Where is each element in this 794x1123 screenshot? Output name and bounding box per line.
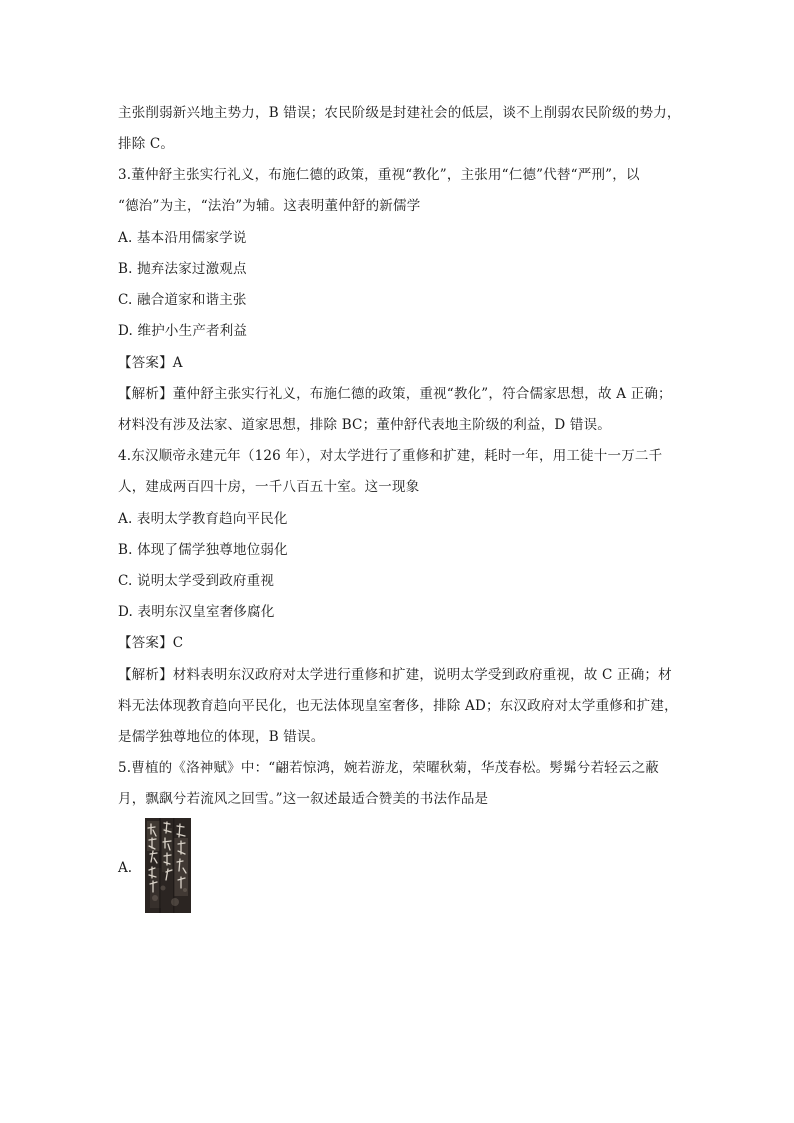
question-5-stem: 5.曹植的《洛神赋》中：“翩若惊鸿，婉若游龙，荣曜秋菊，华茂春松。髣髴兮若轻云之蔽 xyxy=(118,760,659,776)
question-3-option-c: C. 融合道家和谐主张 xyxy=(118,292,247,308)
question-4-analysis: 料无法体现教育趋向平民化，也无法体现皇室奢侈，排除 AD；东汉政府对太学重修和扩建， xyxy=(118,698,678,714)
question-5-stem: 月，飘飖兮若流风之回雪。”这一叙述最适合赞美的书法作品是 xyxy=(118,791,489,807)
question-3-analysis: 材料没有涉及法家、道家思想，排除 BC；董仲舒代表地主阶级的利益，D 错误。 xyxy=(118,417,612,433)
question-4-option-c: C. 说明太学受到政府重视 xyxy=(118,573,275,589)
question-3-option-a: A. 基本沿用儒家学说 xyxy=(118,230,247,246)
question-3-stem: “德治”为主，“法治”为辅。这表明董仲舒的新儒学 xyxy=(118,198,421,214)
question-4-stem: 人，建成两百四十房，一千八百五十室。这一现象 xyxy=(118,479,420,495)
question-3-analysis: 【解析】董仲舒主张实行礼义，布施仁德的政策，重视“教化”，符合儒家思想，故 A 正确； xyxy=(118,386,672,402)
text-line: 主张削弱新兴地主势力，B 错误；农民阶级是封建社会的低层，谈不上削弱农民阶级的势力， xyxy=(118,105,681,121)
question-4-option-b: B. 体现了儒学独尊地位弱化 xyxy=(118,542,288,558)
question-3-option-d: D. 维护小生产者利益 xyxy=(118,323,248,339)
question-4-answer: 【答案】C xyxy=(118,635,184,651)
question-3-stem: 3.董仲舒主张实行礼义，布施仁德的政策，重视“教化”，主张用“仁德”代替“严刑”，以 xyxy=(118,167,640,183)
question-4-stem: 4.东汉顺帝永建元年（126 年），对太学进行了重修和扩建，耗时一年，用工徒十一万二千 xyxy=(118,448,663,464)
question-3-answer: 【答案】A xyxy=(118,355,183,371)
question-4-option-a: A. 表明太学教育趋向平民化 xyxy=(118,511,288,527)
calligraphy-rubbing-image xyxy=(145,818,191,913)
question-4-analysis: 【解析】材料表明东汉政府对太学进行重修和扩建，说明太学受到政府重视，故 C 正确；材 xyxy=(118,667,672,683)
question-5-option-a-label: A. xyxy=(118,860,133,876)
question-4-option-d: D. 表明东汉皇室奢侈腐化 xyxy=(118,604,275,620)
text-line: 排除 C。 xyxy=(118,136,175,152)
question-4-analysis: 是儒学独尊地位的体现，B 错误。 xyxy=(118,729,325,745)
question-3-option-b: B. 抛弃法家过激观点 xyxy=(118,261,247,277)
